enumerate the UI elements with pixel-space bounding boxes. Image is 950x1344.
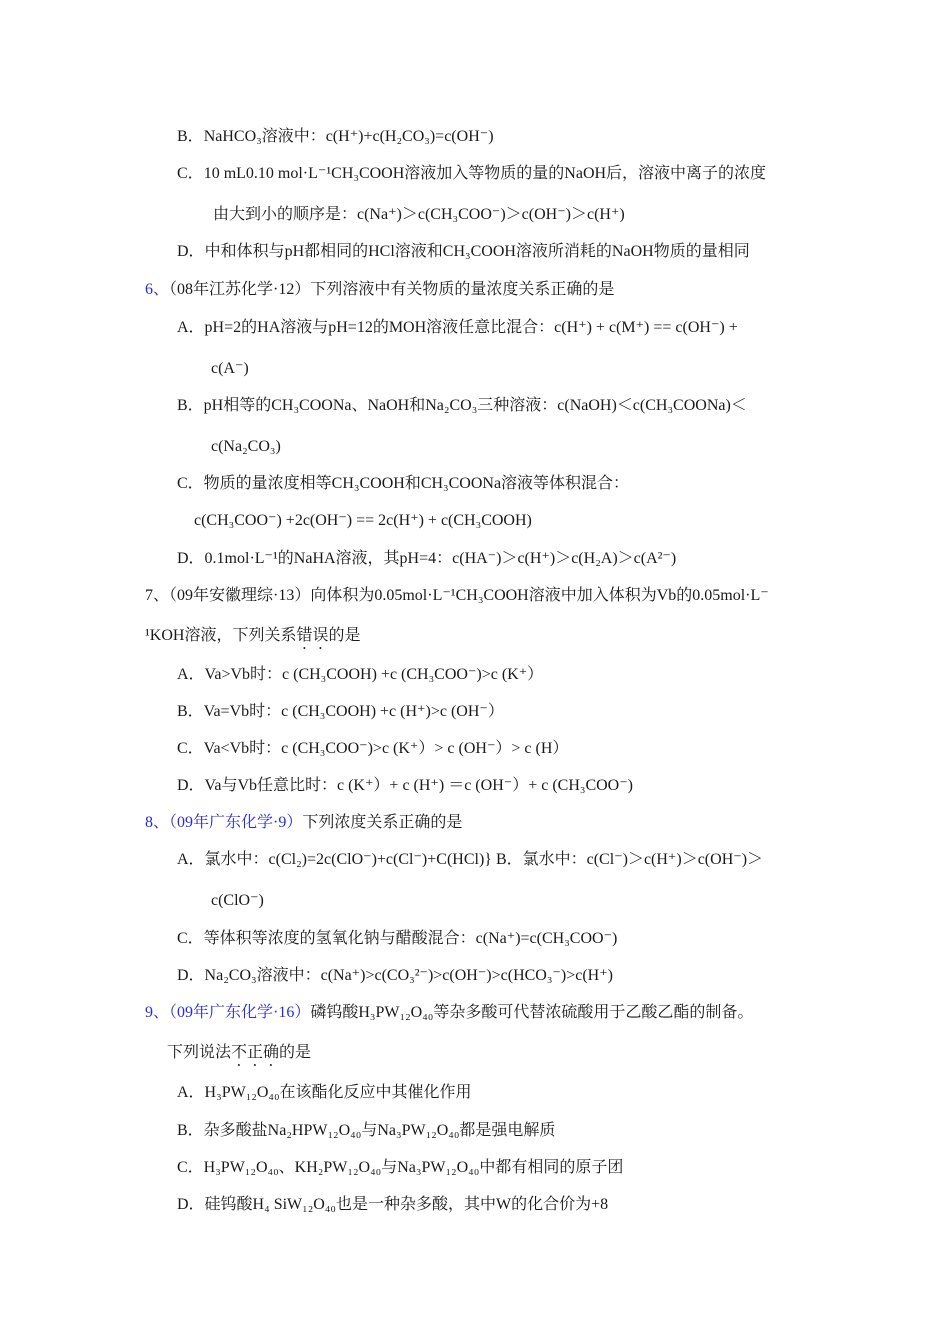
question-stem: 下列溶液中有关物质的量浓度关系正确的是 xyxy=(310,281,615,298)
question-source: （09年广东化学·16） xyxy=(169,1004,311,1021)
question-source: （09年广东化学·9） xyxy=(169,814,303,831)
q6-option-a: A．pH=2的HA溶液与pH=12的MOH溶液任意比混合：c(H⁺) + c(M⁺) == c(OH⁻) + xyxy=(177,319,738,336)
q7-option-b: B．Va=Vb时：c (CH₃COOH) +c (H⁺)>c (OH⁻） xyxy=(177,703,504,720)
question-source: （08年江苏化学·12） xyxy=(169,281,311,298)
question-stem: 向体积为0.05mol·L⁻¹CH₃COOH溶液中加入体积为Vb的0.05mol·L⁻ xyxy=(310,587,769,604)
q7-option-c: C．Va<Vb时：c (CH₃COO⁻)>c (K⁺）> c (OH⁻）> c (H） xyxy=(177,740,569,757)
q8-option-d: D．Na₂CO₃溶液中：c(Na⁺)>c(CO₃²⁻)>c(OH⁻)>c(HCO₃⁻)>c(H⁺) xyxy=(177,967,613,984)
q5-option-b xyxy=(177,127,494,147)
q5-option-c xyxy=(177,164,766,184)
q7-stem xyxy=(145,586,769,606)
q8-option-b-cont: c(ClO⁻) xyxy=(211,892,264,909)
stem-text: ¹KOH溶液，下列关系 xyxy=(145,627,297,644)
q6-stem xyxy=(145,280,614,300)
option-label: B． xyxy=(177,128,204,145)
q9-option-b: B．杂多酸盐Na₂HPW₁₂O₄₀与Na₃PW₁₂O₄₀都是强电解质 xyxy=(177,1122,556,1139)
stem-text: 下列说法 xyxy=(167,1044,232,1061)
option-label: D． xyxy=(177,243,205,260)
question-stem: 下列浓度关系正确的是 xyxy=(302,814,463,831)
q7-option-a: A．Va>Vb时：c (CH₃COOH) +c (CH₃COO⁻)>c (K⁺） xyxy=(177,666,544,683)
q6-option-b-cont: c(Na₂CO₃) xyxy=(211,438,281,455)
q9-stem xyxy=(145,1003,753,1023)
stem-text: 的是 xyxy=(279,1044,312,1061)
question-number: 6、 xyxy=(145,281,170,298)
q9-stem-cont xyxy=(167,1043,311,1070)
q9-option-a: A．H₃PW₁₂O₄₀在该酯化反应中其催化作用 xyxy=(177,1084,472,1101)
question-number: 9、 xyxy=(145,1004,170,1021)
q8-stem xyxy=(145,813,462,833)
q6-option-a-cont: c(A⁻) xyxy=(211,360,249,377)
q7-stem-cont xyxy=(145,626,361,653)
q5-option-d xyxy=(177,242,750,262)
q6-option-d: D．0.1mol·L⁻¹的NaHA溶液，其pH=4：c(HA⁻)＞c(H⁺)＞c(H₂A)＞c(A²⁻) xyxy=(177,550,677,567)
q8-option-a-b: A．氯水中：c(Cl₂)=2c(ClO⁻)+c(Cl⁻)+C(HCl)} B．氯水中：c(Cl⁻)＞c(H⁺)＞c(OH⁻)＞ xyxy=(177,851,764,868)
option-label: C． xyxy=(177,165,204,182)
q9-option-c: C．H₃PW₁₂O₄₀、KH₂PW₁₂O₄₀与Na₃PW₁₂O₄₀中都有相同的原子团 xyxy=(177,1159,624,1176)
q8-option-c: C．等体积等浓度的氢氧化钠与醋酸混合：c(Na⁺)=c(CH₃COO⁻) xyxy=(177,930,618,947)
option-text: 中和体积与pH都相同的HCl溶液和CH₃COOH溶液所消耗的NaOH物质的量相同 xyxy=(204,243,750,260)
q5-option-c-cont: 由大到小的顺序是：c(Na⁺)＞c(CH₃COO⁻)＞c(OH⁻)＞c(H⁺) xyxy=(213,206,625,223)
q9-option-d: D．硅钨酸H₄ SiW₁₂O₄₀也是一种杂多酸，其中W的化合价为+8 xyxy=(177,1196,609,1213)
question-number: 8、 xyxy=(145,814,170,831)
emphasized-word: 不正确 xyxy=(231,1044,280,1061)
emphasized-word: 错误 xyxy=(296,627,329,644)
option-text: 10 mL0.10 mol·L⁻¹CH₃COOH溶液加入等物质的量的NaOH后，溶液中离子的浓度 xyxy=(203,165,767,182)
q6-option-c: C．物质的量浓度相等CH₃COOH和CH₃COONa溶液等体积混合： xyxy=(177,475,630,492)
option-text: NaHCO₃溶液中：c(H⁺)+c(H₂CO₃)=c(OH⁻) xyxy=(203,128,494,145)
question-stem: 磷钨酸H₃PW₁₂O₄₀等杂多酸可代替浓硫酸用于乙酸乙酯的制备。 xyxy=(310,1004,754,1021)
q7-option-d: D．Va与Vb任意比时：c (K⁺）+ c (H⁺) ＝c (OH⁻）+ c (CH₃COO⁻) xyxy=(177,777,634,794)
q6-option-c-cont: c(CH₃COO⁻) +2c(OH⁻) == 2c(H⁺) + c(CH₃COOH) xyxy=(194,512,532,529)
question-number: 7、 xyxy=(145,587,170,604)
stem-text: 的是 xyxy=(328,627,361,644)
q6-option-b: B．pH相等的CH₃COONa、NaOH和Na₂CO₃三种溶液：c(NaOH)＜c(CH₃COONa)＜ xyxy=(177,397,747,414)
question-source: （09年安徽理综·13） xyxy=(169,587,311,604)
